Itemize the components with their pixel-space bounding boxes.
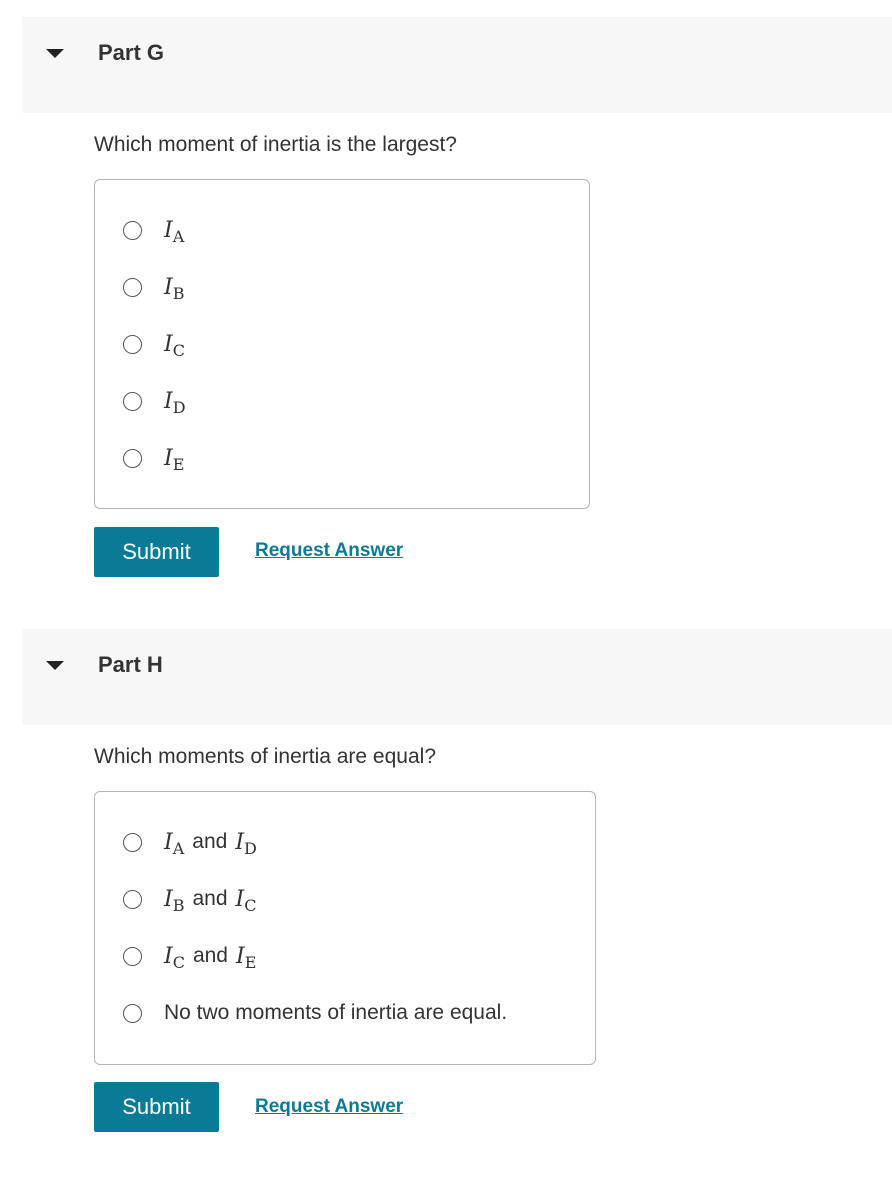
radio-unchecked-icon[interactable] <box>123 392 142 411</box>
part-g-title: Part G <box>98 40 165 65</box>
part-h-request-answer-link[interactable]: Request Answer <box>255 1096 404 1117</box>
option-label-b: $I_C$ <box>235 886 257 915</box>
option-label-b: $I_E$ <box>236 943 257 972</box>
option-label-b: $I_D$ <box>235 829 257 858</box>
option-i-a[interactable] <box>123 210 184 250</box>
part-h-header[interactable] <box>22 629 892 725</box>
option-label-a: $I_C$ <box>164 943 185 972</box>
option-ic-and-ie[interactable] <box>123 936 256 976</box>
part-g-request-answer-link[interactable]: Request Answer <box>255 540 404 561</box>
part-h-question: Which moments of inertia are equal? <box>94 745 436 768</box>
part-g-header[interactable] <box>22 17 892 113</box>
part-h-submit-button[interactable]: Submit <box>94 1082 219 1132</box>
radio-unchecked-icon[interactable] <box>123 947 142 966</box>
radio-unchecked-icon[interactable] <box>123 221 142 240</box>
option-ib-and-ic[interactable] <box>123 879 256 919</box>
option-label: $I_C$ <box>164 331 185 360</box>
radio-unchecked-icon[interactable] <box>123 1004 142 1023</box>
part-h-options <box>94 791 596 1065</box>
option-i-d[interactable] <box>123 381 186 421</box>
option-label: No two moments of inertia are equal. <box>164 1001 508 1024</box>
option-label: $I_A$ <box>164 217 185 246</box>
radio-unchecked-icon[interactable] <box>123 890 142 909</box>
option-none-equal[interactable] <box>123 993 507 1033</box>
option-label: $I_E$ <box>164 445 185 474</box>
option-label: $I_D$ <box>164 388 186 417</box>
option-ia-and-id[interactable] <box>123 822 257 862</box>
caret-down-icon[interactable] <box>46 661 64 670</box>
radio-unchecked-icon[interactable] <box>123 833 142 852</box>
option-label: $I_B$ <box>164 274 185 303</box>
part-g-submit-button[interactable]: Submit <box>94 527 219 577</box>
part-g-question: Which moment of inertia is the largest? <box>94 133 457 156</box>
option-i-c[interactable] <box>123 324 185 364</box>
part-g-options <box>94 179 590 509</box>
option-i-b[interactable] <box>123 267 184 307</box>
option-label-a: $I_B$ <box>164 886 185 915</box>
caret-down-icon[interactable] <box>46 49 64 58</box>
radio-unchecked-icon[interactable] <box>123 449 142 468</box>
radio-unchecked-icon[interactable] <box>123 335 142 354</box>
option-i-e[interactable] <box>123 438 184 478</box>
option-joiner: and <box>192 887 228 910</box>
option-label-a: $I_A$ <box>164 829 185 858</box>
option-joiner: and <box>192 944 228 967</box>
radio-unchecked-icon[interactable] <box>123 278 142 297</box>
option-joiner: and <box>192 830 228 853</box>
part-h-title: Part H <box>98 652 163 677</box>
